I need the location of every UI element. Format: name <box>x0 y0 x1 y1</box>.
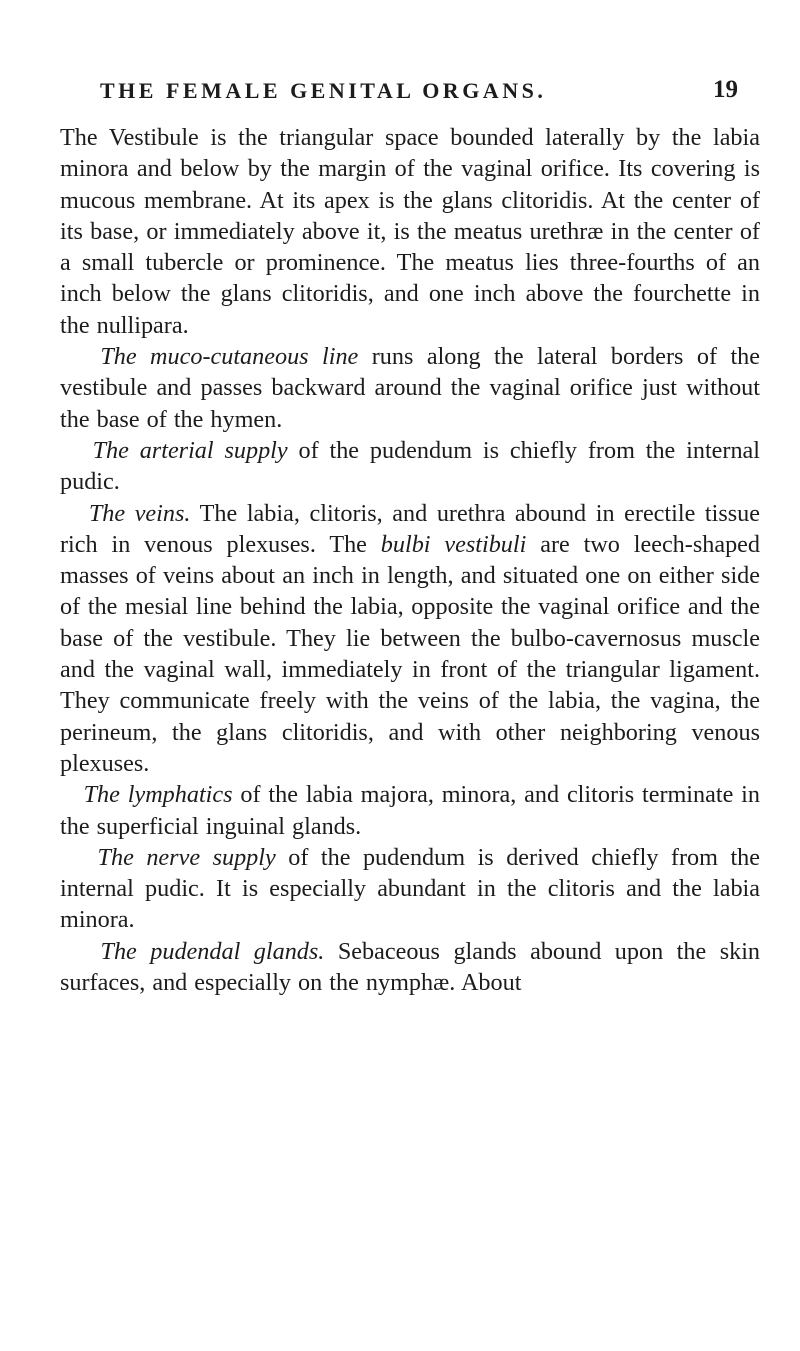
paragraph-text: Sebaceous glands abound upon the skin surfaces, and especially on the nymphæ. About <box>60 937 761 997</box>
paragraph-text: of the pudendum is derived chiefly from the internal pudic. It is especially abundant in the clitoris and the labia minora. <box>60 843 760 934</box>
paragraph-lead: The lymphatics <box>83 781 233 809</box>
paragraph-lead: The arterial supply <box>92 436 288 464</box>
paragraph-lead: The pudendal glands. <box>100 937 325 965</box>
paragraph-lymphatics <box>60 779 760 842</box>
paragraph-text: The labia, clitoris, and urethra abound in erectile tissue rich in venous plexuses. The <box>60 499 761 558</box>
body-text <box>60 122 760 998</box>
paragraph-text: runs along the lateral borders of the vestibule and passes backward around the vaginal orifice just without the base of the hymen. <box>60 343 760 433</box>
paragraph-vestibule <box>60 122 760 341</box>
running-head <box>60 78 760 118</box>
paragraph-lead: The muco-cutaneous line <box>100 343 359 371</box>
paragraph-text: of the pudendum is chiefly from the internal pudic. <box>60 436 761 496</box>
paragraph-arterial-supply <box>60 435 760 498</box>
paragraph-lead: The veins. <box>88 499 191 527</box>
paragraph-italic-term: bulbi vestibuli <box>380 530 527 558</box>
paragraph-nerve-supply <box>60 842 760 936</box>
paragraph-pudendal-glands <box>60 936 760 999</box>
paragraph-text: The Vestibule is the triangular space bounded laterally by the labia minora and below by the margin of the vaginal orifice. Its covering is mucous membrane. At its apex is the glans clitoridis. At the center of its base, or immediately above it, is the meatus urethræ in the center of a small tubercle or prominence. The meatus lies three-fourths of an inch below the glans clitoridis, and one inch above the fourchette in the nullipara. <box>60 124 760 339</box>
paragraph-text: of the labia majora, minora, and clitoris terminate in the superficial inguinal glands. <box>60 781 760 840</box>
book-page <box>60 78 760 998</box>
paragraph-lead: The nerve supply <box>97 843 276 871</box>
paragraph-veins <box>60 498 760 780</box>
running-title: THE FEMALE GENITAL ORGANS. <box>100 78 547 103</box>
paragraph-muco-cutaneous-line <box>60 341 760 435</box>
paragraph-text-continued: are two leech-shaped masses of veins about an inch in length, and situated one on either side of the mesial line behind the labia, opposite the vaginal orifice and the base of the vestibule. They lie between the bulbo-cavernosus muscle and the vaginal wall, immediately in front of the triangular ligament. They communicate freely with the veins of the labia, the vagina, the perineum, the glans clitoridis, and with other neighboring venous plexuses. <box>60 530 760 777</box>
page-number: 19 <box>713 76 738 103</box>
